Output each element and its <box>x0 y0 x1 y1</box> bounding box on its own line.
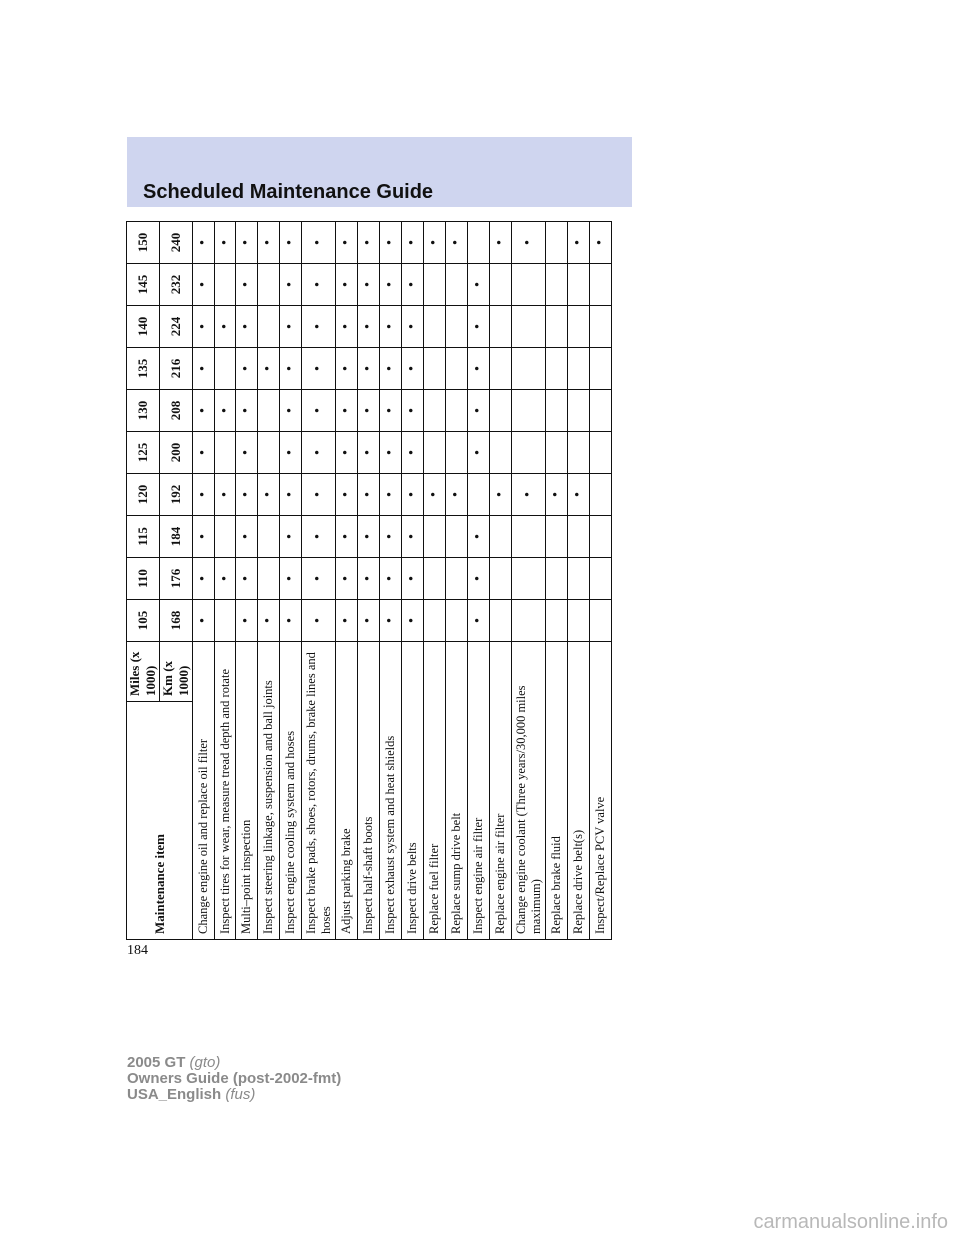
service-bullet: • <box>402 348 424 390</box>
page-number: 184 <box>127 943 148 958</box>
service-bullet: • <box>380 306 402 348</box>
empty-cell <box>568 348 590 390</box>
table-row <box>258 222 280 940</box>
empty-cell <box>590 306 612 348</box>
service-bullet: • <box>402 516 424 558</box>
service-bullet: • <box>193 516 215 558</box>
maintenance-item-label: Replace brake fluid <box>546 642 568 940</box>
service-bullet: • <box>215 222 236 264</box>
service-bullet: • <box>512 222 546 264</box>
service-bullet: • <box>402 558 424 600</box>
empty-cell <box>490 558 512 600</box>
service-bullet: • <box>358 222 380 264</box>
service-bullet: • <box>468 600 490 642</box>
empty-cell <box>512 306 546 348</box>
service-bullet: • <box>236 516 258 558</box>
empty-cell <box>568 390 590 432</box>
service-bullet: • <box>336 348 358 390</box>
empty-cell <box>424 432 446 474</box>
empty-cell <box>512 390 546 432</box>
miles-value: 150 <box>127 222 160 264</box>
km-header: Km (x 1000) <box>160 642 193 702</box>
empty-cell <box>568 516 590 558</box>
table-row <box>446 222 468 940</box>
empty-cell <box>446 306 468 348</box>
service-bullet: • <box>402 222 424 264</box>
miles-value: 110 <box>127 558 160 600</box>
maintenance-item-label: Inspect half-shaft boots <box>358 642 380 940</box>
table-row <box>193 222 215 940</box>
service-bullet: • <box>336 474 358 516</box>
service-bullet: • <box>280 516 302 558</box>
empty-cell <box>446 600 468 642</box>
km-value: 216 <box>160 348 193 390</box>
service-bullet: • <box>193 264 215 306</box>
service-bullet: • <box>358 306 380 348</box>
service-bullet: • <box>424 474 446 516</box>
empty-cell <box>490 432 512 474</box>
empty-cell <box>590 474 612 516</box>
empty-cell <box>446 558 468 600</box>
empty-cell <box>546 432 568 474</box>
service-bullet: • <box>468 306 490 348</box>
service-bullet: • <box>336 222 358 264</box>
maintenance-item-label: Replace sump drive belt <box>446 642 468 940</box>
service-bullet: • <box>468 390 490 432</box>
service-bullet: • <box>358 348 380 390</box>
km-value: 224 <box>160 306 193 348</box>
empty-cell <box>215 600 236 642</box>
maintenance-item-label: Inspect tires for wear, measure tread depth and rotate <box>215 642 236 940</box>
empty-cell <box>468 474 490 516</box>
service-bullet: • <box>336 516 358 558</box>
service-bullet: • <box>302 600 336 642</box>
miles-value: 105 <box>127 600 160 642</box>
service-bullet: • <box>215 558 236 600</box>
service-bullet: • <box>280 306 302 348</box>
service-bullet: • <box>446 474 468 516</box>
empty-cell <box>546 558 568 600</box>
service-bullet: • <box>193 390 215 432</box>
service-bullet: • <box>468 432 490 474</box>
service-bullet: • <box>402 474 424 516</box>
service-bullet: • <box>302 432 336 474</box>
service-bullet: • <box>302 474 336 516</box>
service-bullet: • <box>468 348 490 390</box>
table-row <box>358 222 380 940</box>
service-bullet: • <box>358 432 380 474</box>
service-bullet: • <box>380 474 402 516</box>
empty-cell <box>446 516 468 558</box>
empty-cell <box>258 432 280 474</box>
service-bullet: • <box>302 516 336 558</box>
empty-cell <box>512 558 546 600</box>
empty-cell <box>424 306 446 348</box>
empty-cell <box>590 264 612 306</box>
empty-cell <box>215 432 236 474</box>
table-row <box>568 222 590 940</box>
service-bullet: • <box>280 474 302 516</box>
empty-cell <box>590 516 612 558</box>
empty-cell <box>258 558 280 600</box>
service-bullet: • <box>380 348 402 390</box>
service-bullet: • <box>402 432 424 474</box>
service-bullet: • <box>302 558 336 600</box>
service-bullet: • <box>590 222 612 264</box>
service-bullet: • <box>215 474 236 516</box>
service-bullet: • <box>336 264 358 306</box>
service-bullet: • <box>402 600 424 642</box>
empty-cell <box>590 600 612 642</box>
empty-cell <box>490 264 512 306</box>
km-value: 240 <box>160 222 193 264</box>
service-bullet: • <box>302 264 336 306</box>
maintenance-item-header: Maintenance item <box>127 702 193 940</box>
empty-cell <box>258 390 280 432</box>
service-bullet: • <box>236 264 258 306</box>
empty-cell <box>490 516 512 558</box>
miles-value: 140 <box>127 306 160 348</box>
empty-cell <box>446 348 468 390</box>
service-bullet: • <box>215 306 236 348</box>
miles-header: Miles (x 1000) <box>127 642 160 702</box>
service-bullet: • <box>402 264 424 306</box>
service-bullet: • <box>193 432 215 474</box>
empty-cell <box>568 264 590 306</box>
table-row <box>380 222 402 940</box>
service-bullet: • <box>380 516 402 558</box>
footer-guide: Owners Guide (post-2002-fmt) <box>127 1070 342 1087</box>
service-bullet: • <box>490 222 512 264</box>
service-bullet: • <box>358 600 380 642</box>
service-bullet: • <box>336 432 358 474</box>
empty-cell <box>590 432 612 474</box>
empty-cell <box>215 516 236 558</box>
empty-cell <box>258 306 280 348</box>
empty-cell <box>568 432 590 474</box>
empty-cell <box>446 432 468 474</box>
service-bullet: • <box>358 390 380 432</box>
service-bullet: • <box>336 600 358 642</box>
miles-value: 115 <box>127 516 160 558</box>
maintenance-table-body <box>193 222 612 940</box>
table-row <box>512 222 546 940</box>
miles-value: 125 <box>127 432 160 474</box>
service-bullet: • <box>193 306 215 348</box>
table-row <box>302 222 336 940</box>
empty-cell <box>258 516 280 558</box>
service-bullet: • <box>380 264 402 306</box>
table-row <box>236 222 258 940</box>
table-row <box>424 222 446 940</box>
maintenance-item-label: Replace engine air filter <box>490 642 512 940</box>
service-bullet: • <box>490 474 512 516</box>
footer-model-code: (gto) <box>189 1054 221 1071</box>
service-bullet: • <box>215 390 236 432</box>
service-bullet: • <box>512 474 546 516</box>
maintenance-item-label: Inspect drive belts <box>402 642 424 940</box>
empty-cell <box>424 516 446 558</box>
service-bullet: • <box>258 222 280 264</box>
service-bullet: • <box>236 600 258 642</box>
km-value: 192 <box>160 474 193 516</box>
service-bullet: • <box>568 474 590 516</box>
service-bullet: • <box>468 558 490 600</box>
table-row <box>490 222 512 940</box>
service-bullet: • <box>280 432 302 474</box>
empty-cell <box>215 348 236 390</box>
service-bullet: • <box>336 390 358 432</box>
maintenance-item-label: Inspect exhaust system and heat shields <box>380 642 402 940</box>
miles-value: 135 <box>127 348 160 390</box>
maintenance-item-label: Inspect engine air filter <box>468 642 490 940</box>
service-bullet: • <box>236 348 258 390</box>
service-bullet: • <box>193 222 215 264</box>
maintenance-item-label: Inspect brake pads, shoes, rotors, drums, brake lines and hoses <box>302 642 336 940</box>
service-bullet: • <box>336 558 358 600</box>
empty-cell <box>546 390 568 432</box>
service-bullet: • <box>468 264 490 306</box>
empty-cell <box>568 600 590 642</box>
table-row <box>215 222 236 940</box>
service-bullet: • <box>380 390 402 432</box>
service-bullet: • <box>258 348 280 390</box>
service-bullet: • <box>236 432 258 474</box>
empty-cell <box>568 306 590 348</box>
service-bullet: • <box>468 516 490 558</box>
header-band <box>127 137 632 207</box>
km-value: 168 <box>160 600 193 642</box>
service-bullet: • <box>193 600 215 642</box>
empty-cell <box>258 264 280 306</box>
maintenance-item-label: Replace drive belt(s) <box>568 642 590 940</box>
maintenance-table <box>126 221 612 940</box>
watermark: carmanualsonline.info <box>753 1211 948 1233</box>
km-value: 200 <box>160 432 193 474</box>
maintenance-item-label: Inspect steering linkage, suspension and ball joints <box>258 642 280 940</box>
empty-cell <box>424 390 446 432</box>
miles-value: 145 <box>127 264 160 306</box>
empty-cell <box>490 306 512 348</box>
km-value: 176 <box>160 558 193 600</box>
service-bullet: • <box>336 306 358 348</box>
empty-cell <box>468 222 490 264</box>
empty-cell <box>215 264 236 306</box>
empty-cell <box>546 516 568 558</box>
empty-cell <box>512 600 546 642</box>
maintenance-item-label: Multi–point inspection <box>236 642 258 940</box>
service-bullet: • <box>358 558 380 600</box>
service-bullet: • <box>280 558 302 600</box>
footer-language-code: (fus) <box>225 1086 256 1103</box>
table-row <box>590 222 612 940</box>
footer <box>127 1055 341 1103</box>
service-bullet: • <box>358 264 380 306</box>
service-bullet: • <box>546 474 568 516</box>
maintenance-item-label: Replace fuel filter <box>424 642 446 940</box>
empty-cell <box>590 348 612 390</box>
maintenance-item-label: Inspect/Replace PCV valve <box>590 642 612 940</box>
maintenance-item-label: Inspect engine cooling system and hoses <box>280 642 302 940</box>
service-bullet: • <box>568 222 590 264</box>
table-row <box>468 222 490 940</box>
km-value: 184 <box>160 516 193 558</box>
empty-cell <box>446 390 468 432</box>
empty-cell <box>590 558 612 600</box>
service-bullet: • <box>302 348 336 390</box>
service-bullet: • <box>380 432 402 474</box>
empty-cell <box>546 600 568 642</box>
service-bullet: • <box>236 222 258 264</box>
footer-model: 2005 GT <box>127 1054 186 1071</box>
empty-cell <box>546 348 568 390</box>
service-bullet: • <box>302 390 336 432</box>
empty-cell <box>512 432 546 474</box>
service-bullet: • <box>258 474 280 516</box>
empty-cell <box>568 558 590 600</box>
empty-cell <box>512 264 546 306</box>
service-bullet: • <box>258 600 280 642</box>
service-bullet: • <box>193 558 215 600</box>
footer-language: USA_English <box>127 1086 222 1103</box>
empty-cell <box>546 306 568 348</box>
empty-cell <box>512 516 546 558</box>
service-bullet: • <box>280 222 302 264</box>
service-bullet: • <box>380 222 402 264</box>
service-bullet: • <box>424 222 446 264</box>
empty-cell <box>490 348 512 390</box>
empty-cell <box>424 600 446 642</box>
empty-cell <box>490 600 512 642</box>
table-row <box>402 222 424 940</box>
service-bullet: • <box>358 474 380 516</box>
service-bullet: • <box>280 264 302 306</box>
service-bullet: • <box>380 558 402 600</box>
maintenance-item-label: Change engine coolant (Three years/30,000 miles maximum) <box>512 642 546 940</box>
empty-cell <box>424 264 446 306</box>
service-bullet: • <box>193 474 215 516</box>
empty-cell <box>490 390 512 432</box>
empty-cell <box>424 558 446 600</box>
miles-value: 120 <box>127 474 160 516</box>
service-bullet: • <box>280 600 302 642</box>
table-row <box>280 222 302 940</box>
service-bullet: • <box>280 348 302 390</box>
service-bullet: • <box>302 306 336 348</box>
page-title: Scheduled Maintenance Guide <box>143 181 434 203</box>
service-bullet: • <box>236 474 258 516</box>
service-bullet: • <box>402 306 424 348</box>
empty-cell <box>446 264 468 306</box>
km-value: 232 <box>160 264 193 306</box>
service-bullet: • <box>236 390 258 432</box>
service-bullet: • <box>236 306 258 348</box>
table-row <box>336 222 358 940</box>
table-row <box>546 222 568 940</box>
service-bullet: • <box>380 600 402 642</box>
service-bullet: • <box>402 390 424 432</box>
service-bullet: • <box>236 558 258 600</box>
maintenance-item-label: Change engine oil and replace oil filter <box>193 642 215 940</box>
service-bullet: • <box>302 222 336 264</box>
service-bullet: • <box>446 222 468 264</box>
km-value: 208 <box>160 390 193 432</box>
empty-cell <box>546 264 568 306</box>
maintenance-table-container <box>126 222 608 940</box>
service-bullet: • <box>280 390 302 432</box>
empty-cell <box>424 348 446 390</box>
service-bullet: • <box>358 516 380 558</box>
maintenance-item-label: Adjust parking brake <box>336 642 358 940</box>
empty-cell <box>512 348 546 390</box>
empty-cell <box>546 222 568 264</box>
miles-value: 130 <box>127 390 160 432</box>
service-bullet: • <box>193 348 215 390</box>
empty-cell <box>590 390 612 432</box>
